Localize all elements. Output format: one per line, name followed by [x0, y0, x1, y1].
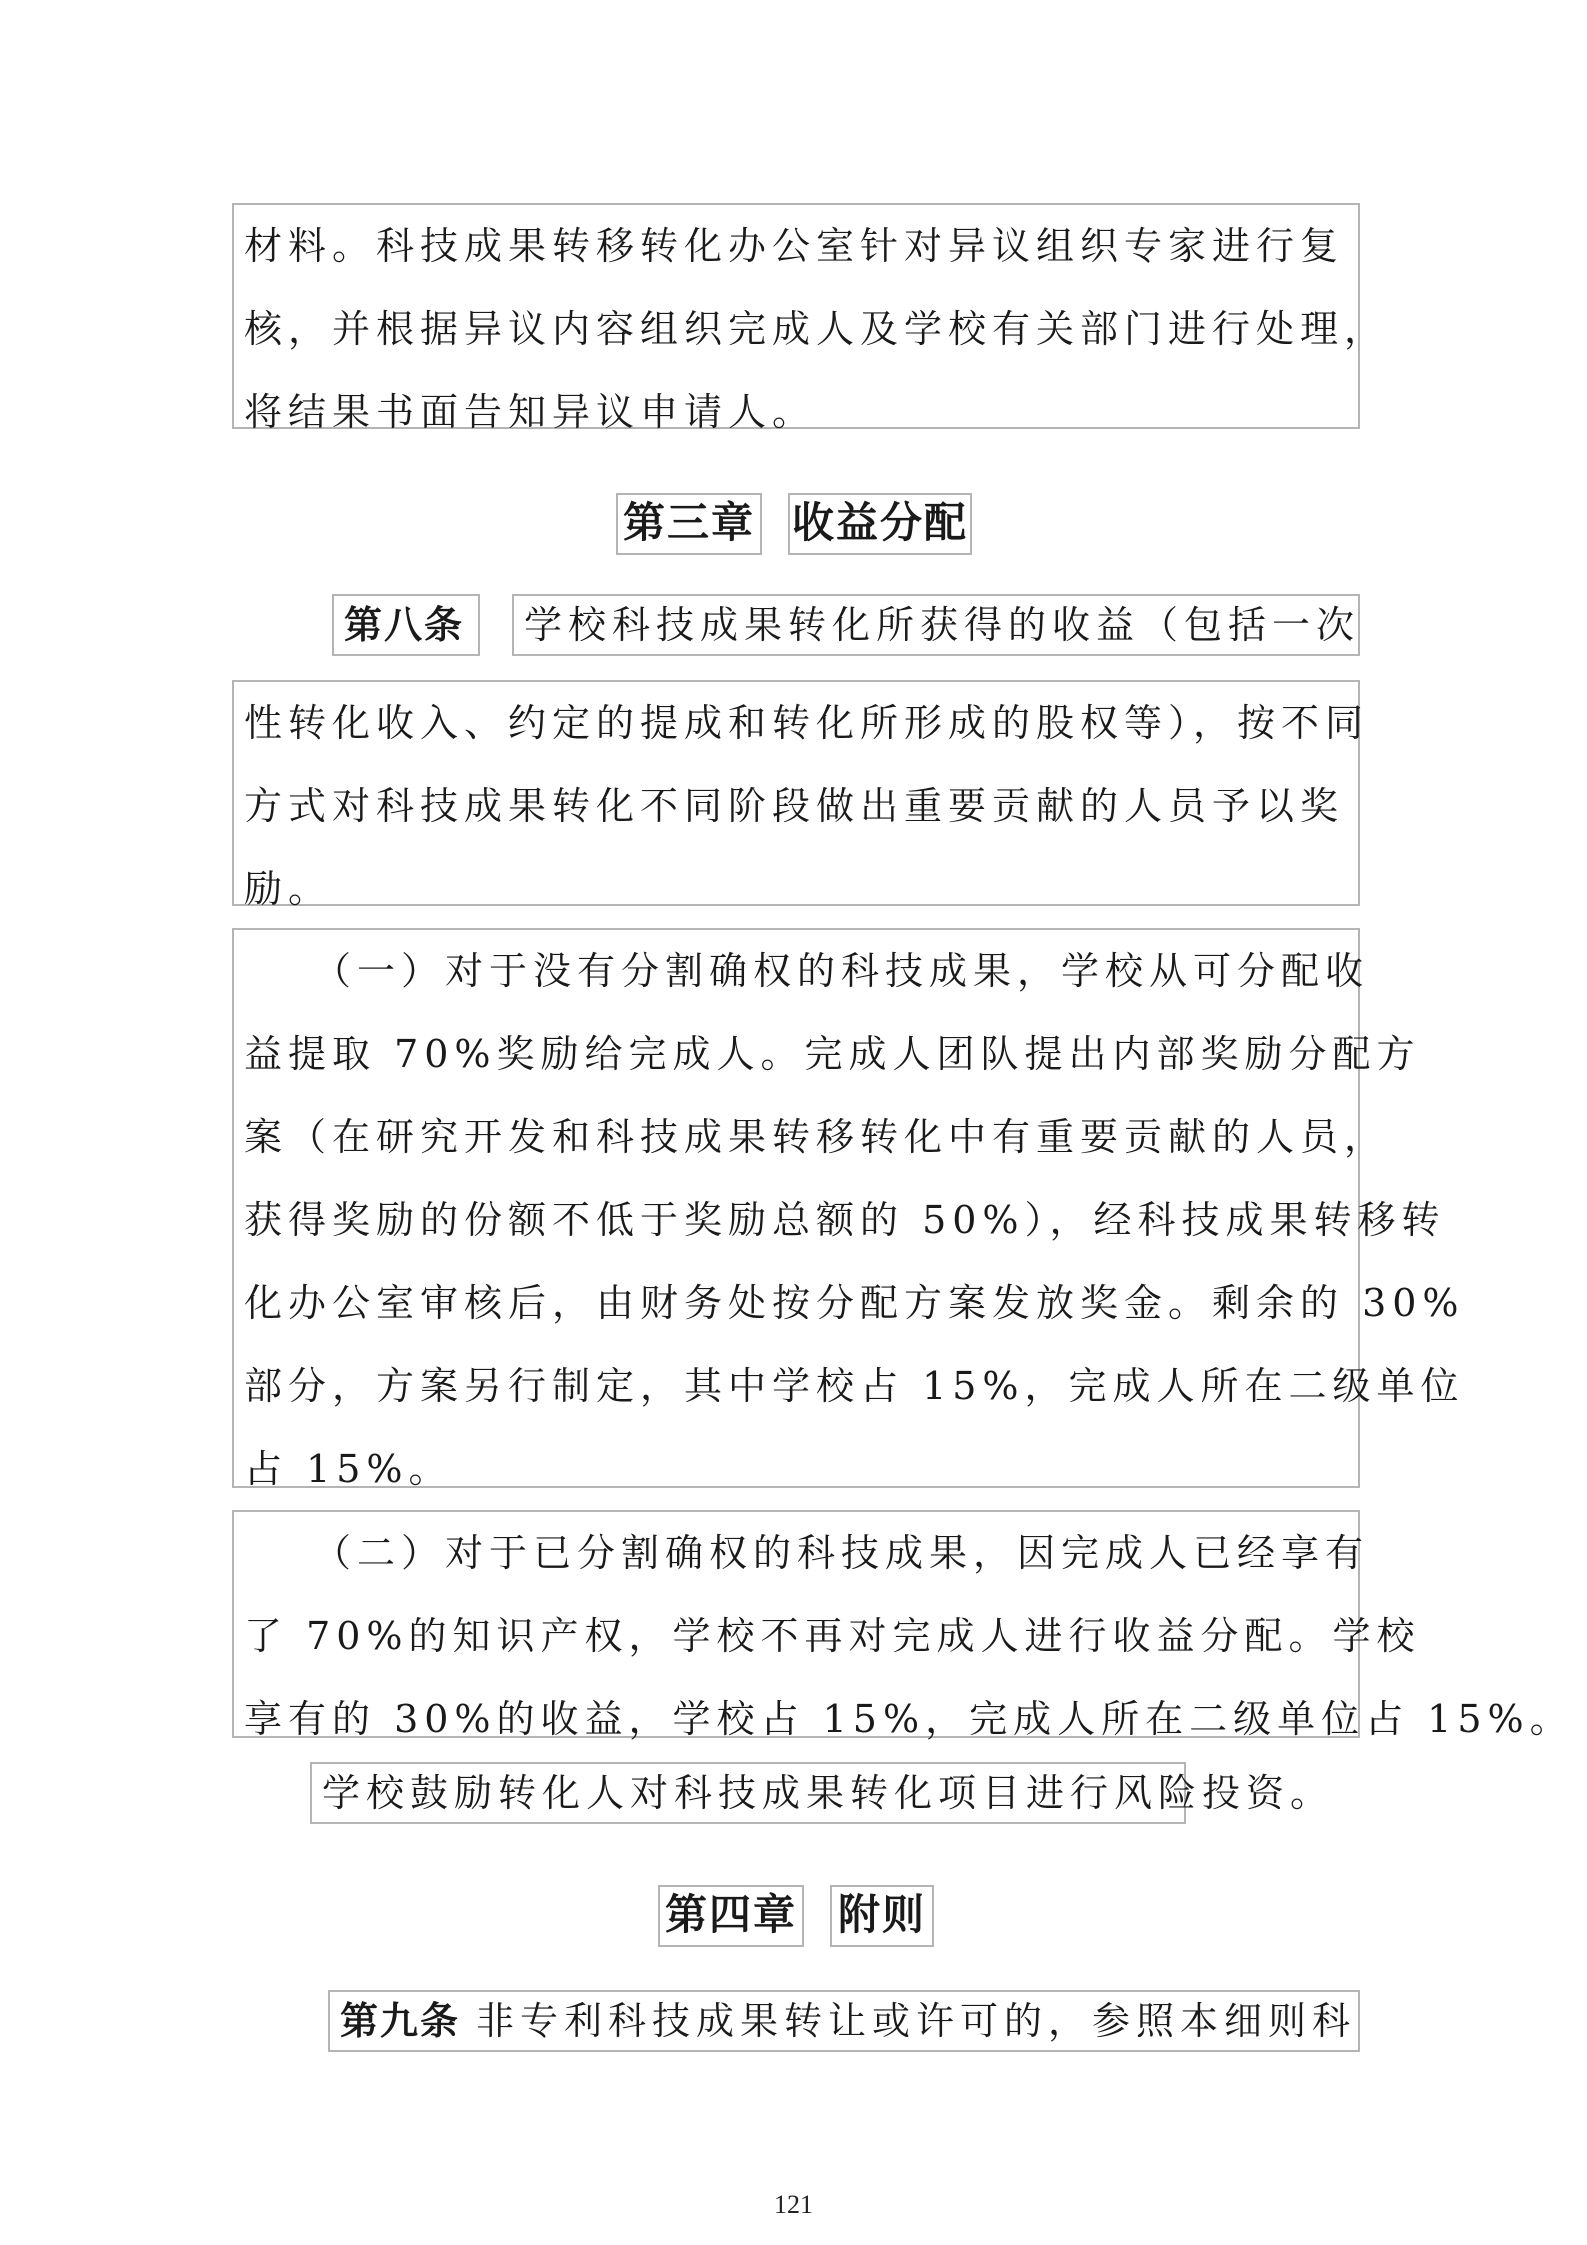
chapter-4-number: 第四章 — [658, 1885, 804, 1947]
text-line: 方式对科技成果转化不同阶段做出重要贡献的人员予以奖 — [244, 784, 1345, 828]
text-line: 享有的 30%的收益，学校占 15%，完成人所在二级单位占 15%。 — [244, 1697, 1574, 1741]
text-line: 案（在研究开发和科技成果转移转化中有重要贡献的人员， — [244, 1115, 1389, 1159]
text-line: 励。 — [244, 867, 333, 911]
article-8-label: 第八条 — [332, 594, 480, 656]
paragraph-item-2 — [232, 1510, 1574, 1741]
article-9-label: 第九条 — [340, 1999, 461, 2043]
text-line: 材料。科技成果转移转化办公室针对异议组织专家进行复 — [244, 224, 1345, 268]
text-line: （一）对于没有分割确权的科技成果，学校从可分配收 — [244, 949, 1370, 993]
chapter-4-title: 附则 — [830, 1885, 934, 1947]
text-line: 性转化收入、约定的提成和转化所形成的股权等），按不同 — [244, 701, 1370, 745]
text-line: （二）对于已分割确权的科技成果，因完成人已经享有 — [244, 1531, 1370, 1575]
text-line: 核，并根据异议内容组织完成人及学校有关部门进行处理， — [244, 307, 1389, 351]
article-8-first-line: 学校科技成果转化所获得的收益（包括一次 — [512, 594, 1360, 656]
page-number: 121 — [774, 2190, 813, 2219]
text-line: 了 70%的知识产权，学校不再对完成人进行收益分配。学校 — [244, 1614, 1421, 1658]
article-9-text: 非专利科技成果转让或许可的，参照本细则科 — [476, 1999, 1357, 2043]
chapter-3-number: 第三章 — [616, 493, 762, 555]
text-line: 占 15%。 — [244, 1447, 453, 1491]
text-line: 益提取 70%奖励给完成人。完成人团队提出内部奖励分配方 — [244, 1032, 1421, 1076]
chapter-3-title: 收益分配 — [788, 493, 972, 555]
text-line: 部分，方案另行制定，其中学校占 15%，完成人所在二级单位 — [244, 1364, 1465, 1408]
text-line: 获得奖励的份额不低于奖励总额的 50%），经科技成果转移转 — [244, 1198, 1446, 1242]
text-line: 将结果书面告知异议申请人。 — [244, 390, 817, 434]
encourage-sentence: 学校鼓励转化人对科技成果转化项目进行风险投资。 — [310, 1762, 1186, 1824]
text-line: 化办公室审核后，由财务处按分配方案发放奖金。剩余的 30% — [244, 1281, 1465, 1325]
paragraph-objection-handling — [232, 203, 1389, 434]
article-9-line — [328, 1990, 1360, 2052]
paragraph-article-8-body — [232, 680, 1370, 911]
paragraph-item-1 — [232, 928, 1465, 1491]
